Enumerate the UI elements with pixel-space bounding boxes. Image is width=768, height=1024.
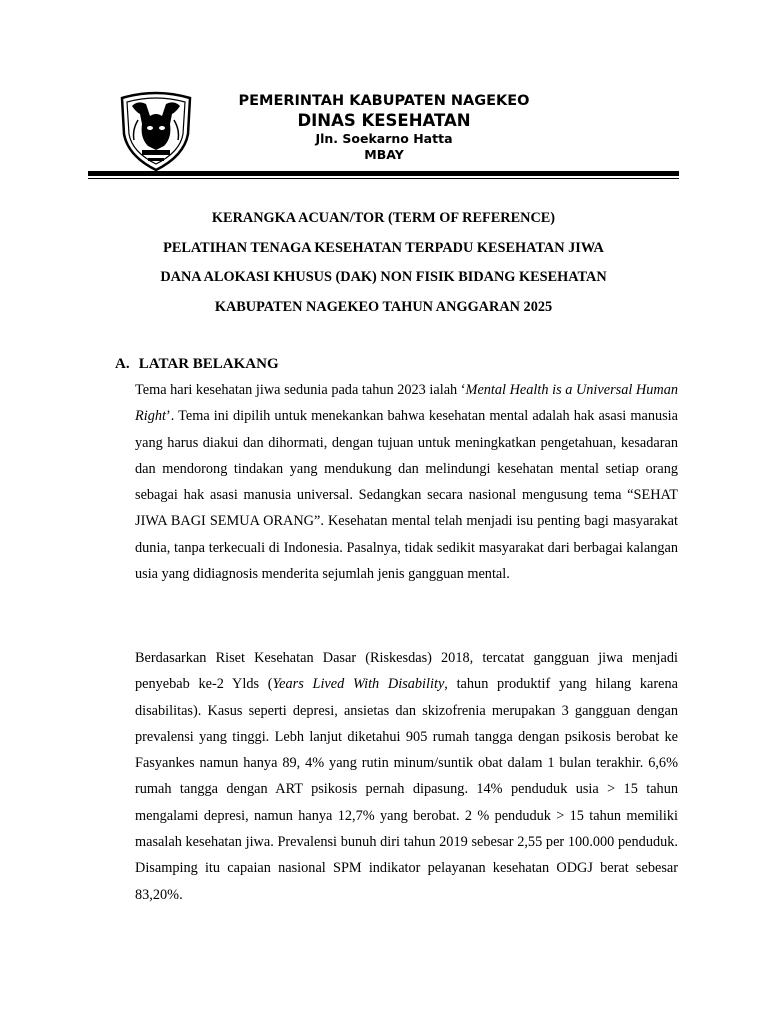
agency-name: DINAS KESEHATAN (297, 111, 471, 130)
section-title: LATAR BELAKANG (138, 356, 279, 372)
letterhead-divider (88, 171, 679, 176)
government-name: PEMERINTAH KABUPATEN NAGEKEO (238, 93, 530, 109)
title-line-4: KABUPATEN NAGEKEO TAHUN ANGGARAN 2025 (214, 299, 553, 316)
nagekeo-emblem-icon (116, 90, 196, 172)
title-line-2: PELATIHAN TENAGA KESEHATAN TERPADU KESEHATAN JIWA (163, 239, 604, 256)
paragraph-1 (135, 377, 678, 587)
title-line-1: KERANGKA ACUAN/TOR (TERM OF REFERENCE) (211, 210, 556, 226)
section-heading (115, 351, 279, 377)
paragraph-2-text-c: , tahun produktif yang hilang karena disabilitas). Kasus seperti depresi, ansietas dan skizofrenia merupakan 3 gangguan dengan prevalensi yang tinggi. Lebh lanjut diketahui 905 rumah tangga dengan psikosis berobat ke Fasyankes namun hanya 89, 4% yang rutin minum/suntik obat dalam 1 bulan terakhir. 6,6% rumah tangga dengan ART psikosis pernah dipasung. 14% penduduk usia > 15 tahun mengalami depresi, namun hanya 12,7% yang berobat. 2 % penduduk > 15 tahun memiliki masalah kesehatan jiwa. Prevalensi bunuh diri tahun 2019 sebesar 2,55 per 100.000 penduduk. Disamping itu capaian nasional SPM indikator pelayanan kesehatan ODGJ berat sebesar 83,20%. (135, 676, 678, 903)
paragraph-1-text-c: ’. Tema ini dipilih untuk menekankan bahwa kesehatan mental adalah hak asasi manusia yang harus diakui dan dihormati, dengan tujuan untuk meningkatkan pengetahuan, kesadaran dan mendorong tindakan yang mendukung dan melindungi kesehatan mental setiap orang sebagai hak asasi manusia universal. Sedangkan secara nasional mengusung tema “SEHAT JIWA BAGI SEMUA ORANG”. Kesehatan mental telah menjadi isu penting bagi masyarakat dunia, tanpa terkecuali di Indonesia. Pasalnya, tidak sedikit masyarakat dari berbagai kalangan usia yang didiagnosis menderita sejumlah jenis gangguan mental. (135, 408, 678, 583)
letterhead (200, 92, 568, 163)
letterhead-divider-thin (88, 178, 679, 179)
agency-address: Jln. Soekarno Hatta (315, 131, 453, 146)
paragraph-1-italic: Mental Health is a Universal Human Right (135, 382, 678, 425)
paragraph-2-text-a: Berdasarkan Riset Kesehatan Dasar (Riskesdas) 2018, tercatat gangguan jiwa menjadi penyebab ke-2 Ylds ( (135, 650, 678, 693)
title-line-3: DANA ALOKASI KHUSUS (DAK) NON FISIK BIDANG KESEHATAN (160, 269, 607, 286)
agency-city: MBAY (364, 147, 404, 162)
paragraph-1-text-a: Tema hari kesehatan jiwa sedunia pada tahun 2023 ialah ‘ (135, 382, 466, 398)
document-title-block (88, 204, 679, 323)
section-number: A. (115, 356, 130, 372)
paragraph-2-italic: Years Lived With Disability (272, 676, 445, 693)
paragraph-2 (135, 645, 678, 908)
